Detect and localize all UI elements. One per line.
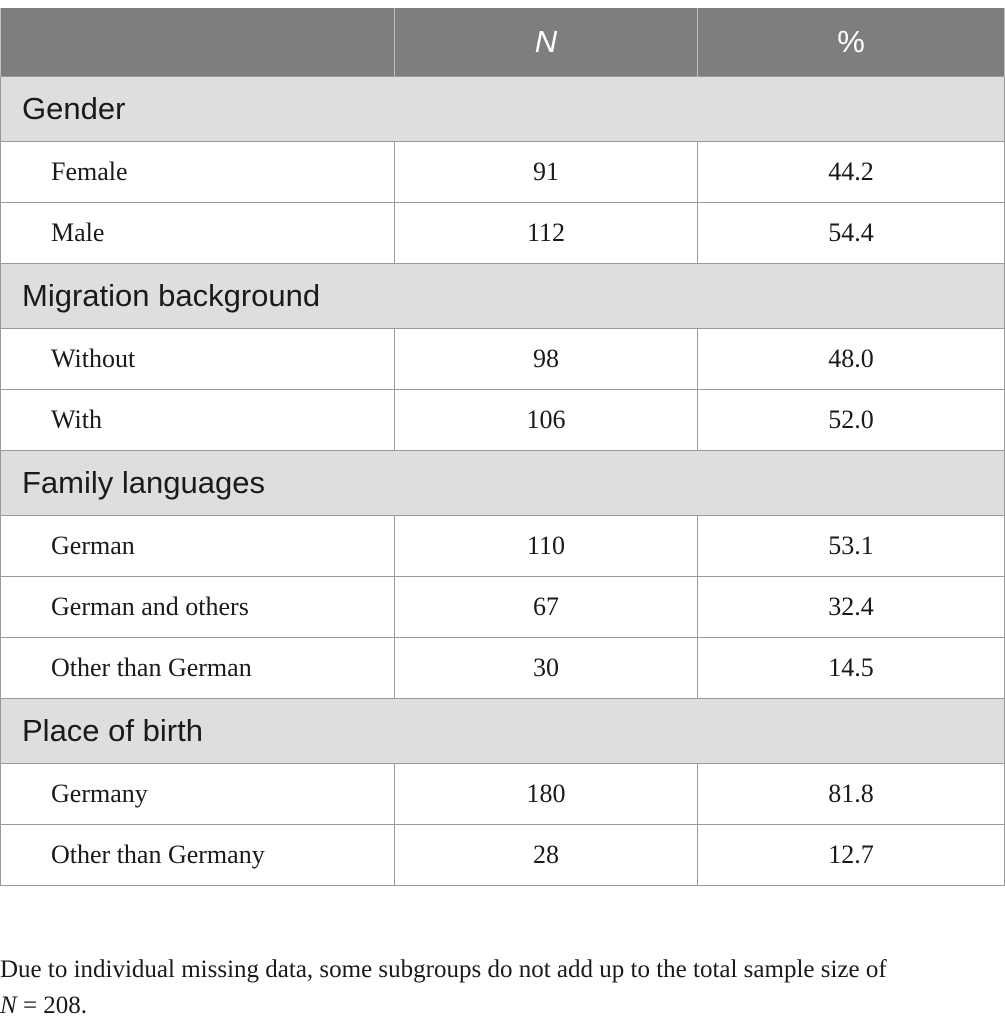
row-n-value: 28 [395, 825, 698, 886]
section-row [1, 451, 1005, 516]
section-title: Family languages [1, 451, 1005, 516]
header-percent: % [698, 8, 1005, 77]
table-row [1, 825, 1005, 886]
table-body [1, 77, 1005, 886]
row-n-value: 106 [395, 390, 698, 451]
row-n-value: 110 [395, 516, 698, 577]
section-title: Place of birth [1, 699, 1005, 764]
row-label: With [1, 390, 395, 451]
section-title: Migration background [1, 264, 1005, 329]
row-percent-value: 54.4 [698, 203, 1005, 264]
table-row [1, 516, 1005, 577]
header-n: N [395, 8, 698, 77]
row-percent-value: 14.5 [698, 638, 1005, 699]
footnote-n-value: = 208. [16, 992, 88, 1019]
table-row [1, 203, 1005, 264]
row-percent-value: 53.1 [698, 516, 1005, 577]
section-row [1, 77, 1005, 142]
footnote-n-symbol: N [0, 992, 17, 1019]
row-percent-value: 44.2 [698, 142, 1005, 203]
header-label-cell [1, 8, 395, 77]
footnote-text: Due to individual missing data, some subgroups do not add up to the total sample size of [0, 956, 887, 983]
row-label: German and others [1, 577, 395, 638]
table-row [1, 638, 1005, 699]
table-footnote [0, 952, 1000, 1024]
row-percent-value: 52.0 [698, 390, 1005, 451]
table-row [1, 577, 1005, 638]
table-row [1, 329, 1005, 390]
section-title: Gender [1, 77, 1005, 142]
row-label: Other than Germany [1, 825, 395, 886]
table-header [1, 8, 1005, 77]
row-percent-value: 81.8 [698, 764, 1005, 825]
row-n-value: 98 [395, 329, 698, 390]
table-row [1, 390, 1005, 451]
row-n-value: 67 [395, 577, 698, 638]
table-row [1, 764, 1005, 825]
row-label: Female [1, 142, 395, 203]
row-label: Germany [1, 764, 395, 825]
row-percent-value: 48.0 [698, 329, 1005, 390]
demographics-table [0, 8, 1005, 886]
row-label: Male [1, 203, 395, 264]
row-label: Without [1, 329, 395, 390]
section-row [1, 264, 1005, 329]
row-n-value: 30 [395, 638, 698, 699]
row-percent-value: 12.7 [698, 825, 1005, 886]
section-row [1, 699, 1005, 764]
row-label: German [1, 516, 395, 577]
row-percent-value: 32.4 [698, 577, 1005, 638]
row-n-value: 91 [395, 142, 698, 203]
table-row [1, 142, 1005, 203]
row-n-value: 112 [395, 203, 698, 264]
row-label: Other than German [1, 638, 395, 699]
row-n-value: 180 [395, 764, 698, 825]
